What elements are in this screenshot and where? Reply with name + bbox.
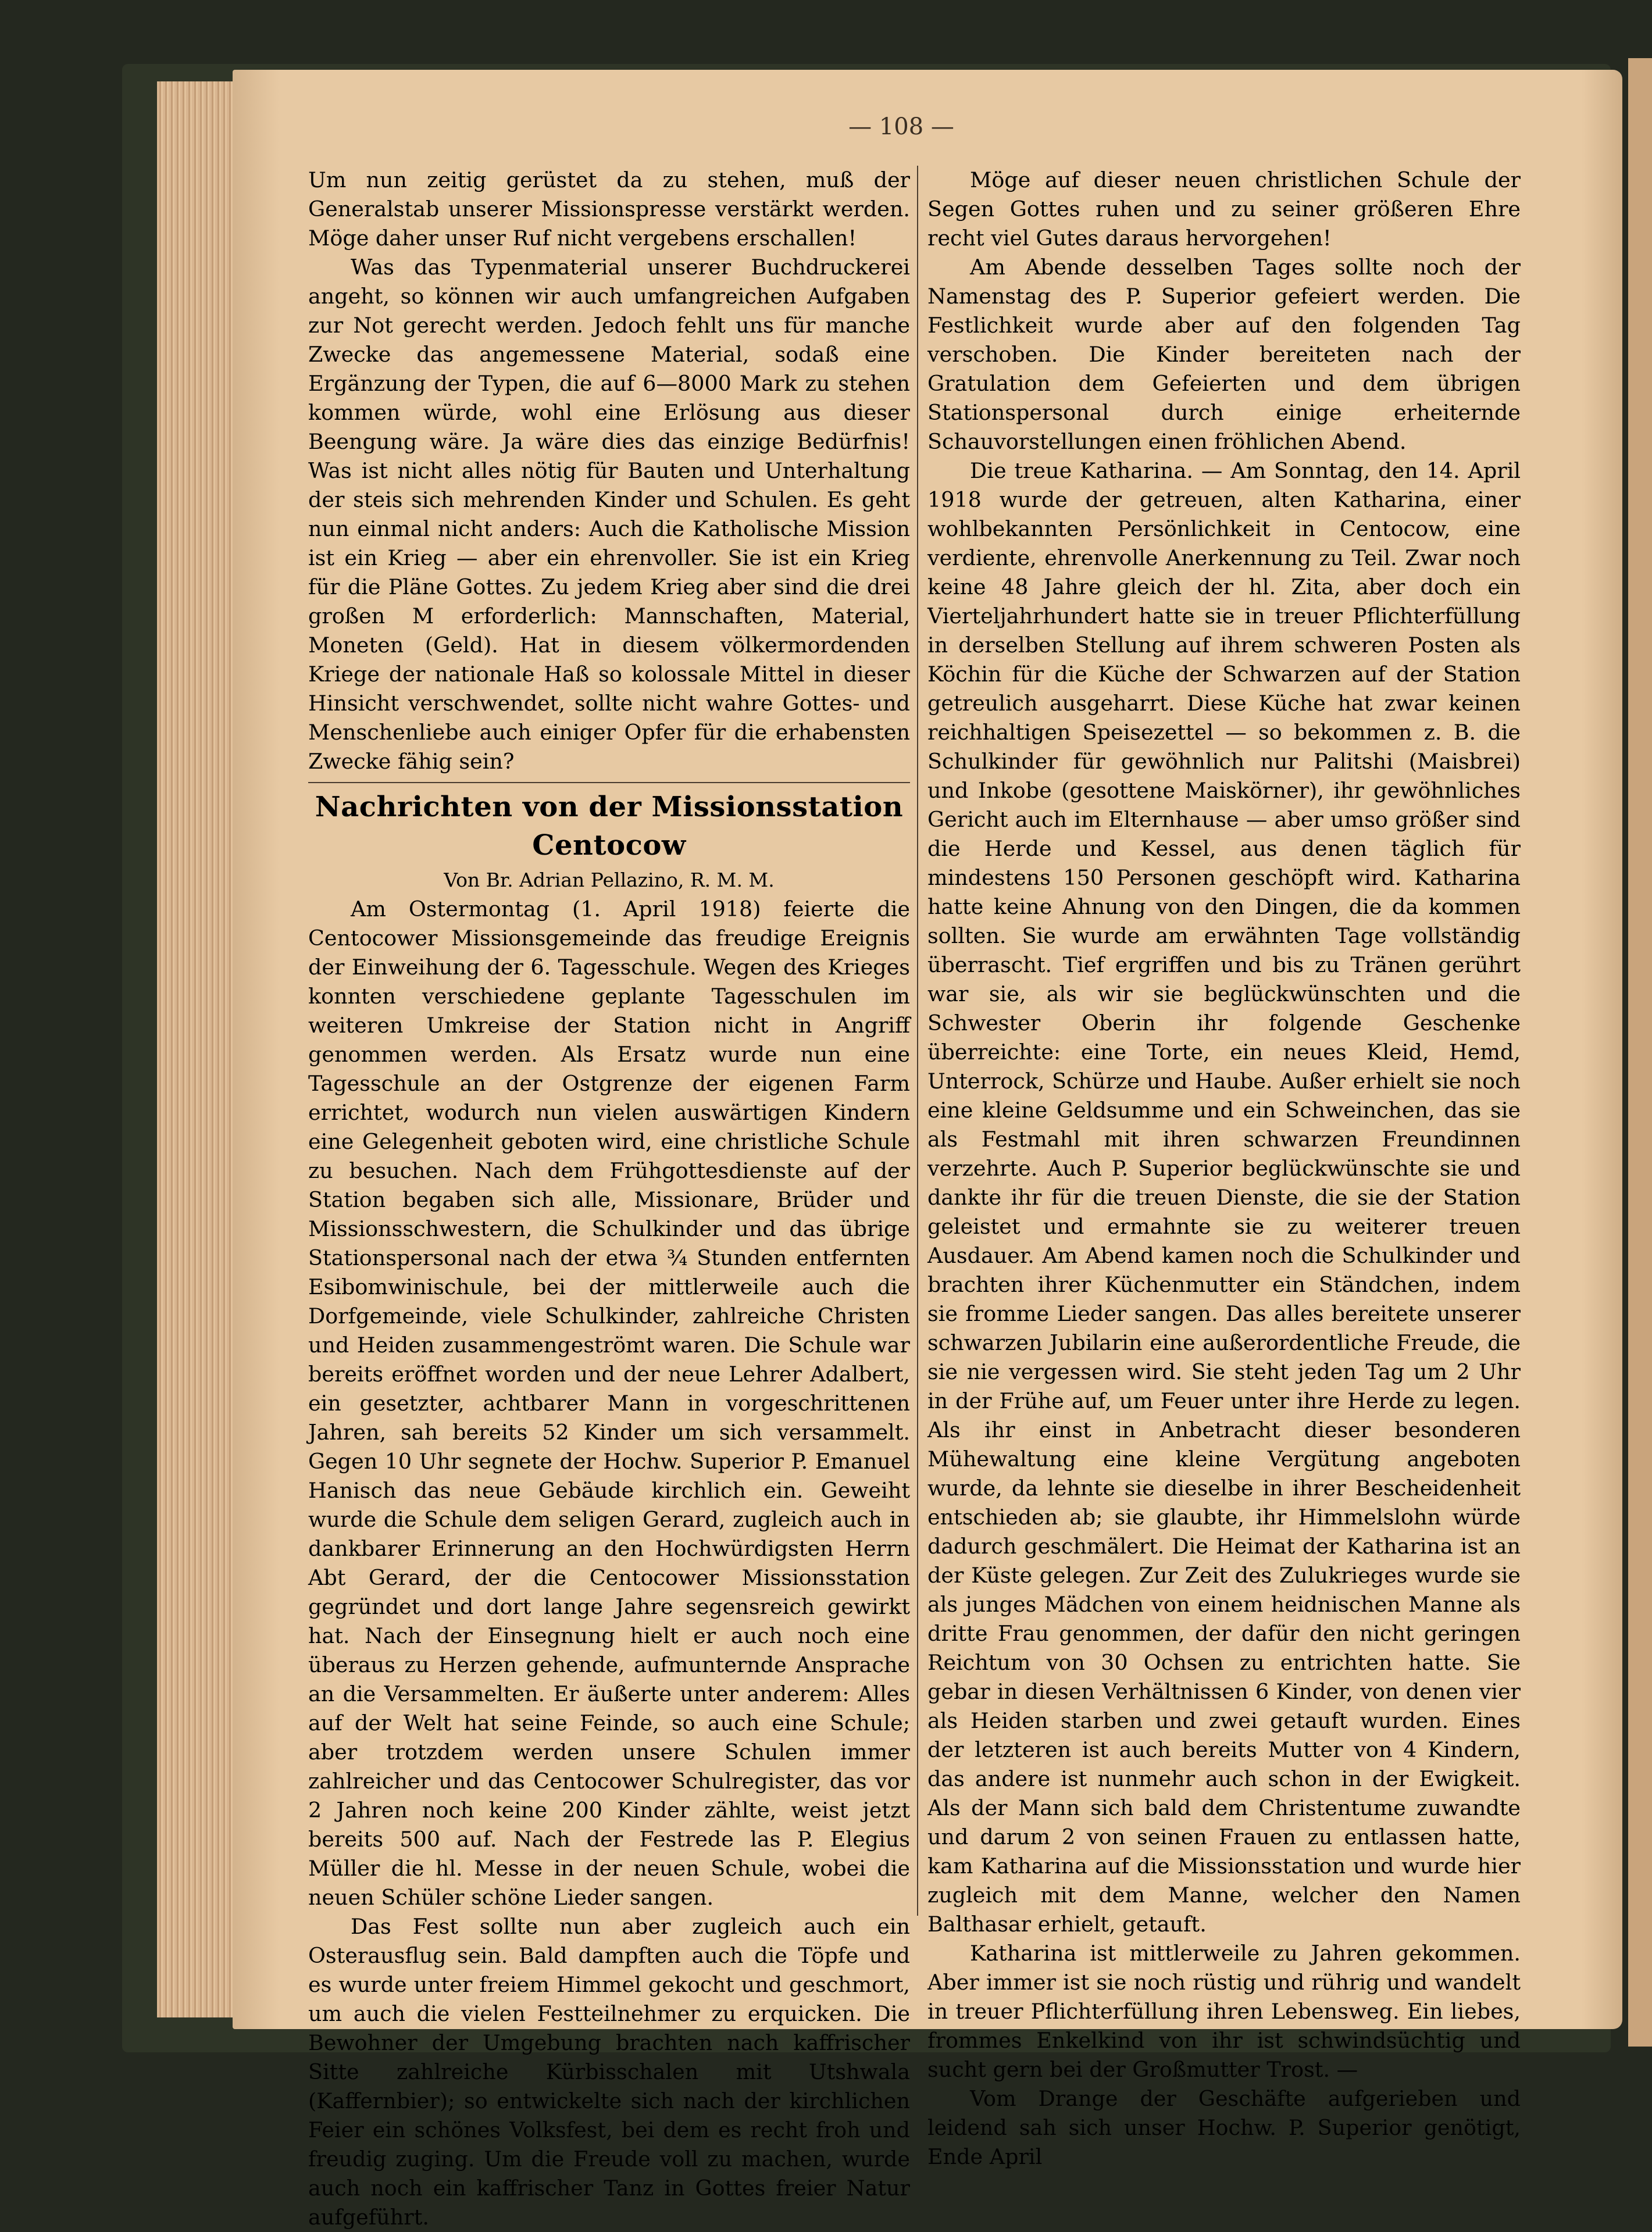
next-page-edge bbox=[1628, 58, 1652, 2047]
right-column bbox=[927, 166, 1521, 2172]
column-divider bbox=[917, 166, 918, 1916]
paragraph: Am Abende desselben Tages sollte noch der Namenstag des P. Superior gefeiert werden. Die Festlichkeit wurde aber auf den folgenden Tag verschoben. Die Kinder bereiteten nach der Gratulation dem Gefeierten und dem übrigen Stationspersonal durch einige erheiternde Schauvorstellungen einen fröhlichen Abend. bbox=[927, 255, 1521, 454]
left-column bbox=[308, 166, 910, 2232]
paragraph: Die treue Katharina. — Am Sonntag, den 14. April 1918 wurde der getreuen, alten Katharina, einer wohlbekannten Persönlichkeit in Centocow, eine verdiente, ehrenvolle Anerkennung zu Teil. Zwar noch keine 48 Jahre gleich der hl. Zita, aber doch ein Vierteljahrhundert hatte sie in treuer Pflichterfüllung in derselben Stellung auf ihrem schweren Posten als Köchin für die Küche der Schwarzen auf der Station getreulich ausgeharrt. Diese Küche hat zwar keinen reichhaltigen Speisezettel — so bekommen z. B. die Schulkinder für gewöhnlich nur Palitshi (Maisbrei) und Inkobe (gesottene Maiskörner), ihr gewöhnliches Gericht auch im Elternhause — aber umso größer sind die Herde und Kessel, aus denen täglich für mindestens 150 Personen geschöpft wird. Katharina hatte keine Ahnung von den Dingen, die da kommen sollten. Sie wurde am erwähnten Tage vollständig überrascht. Tief ergriffen und bis zu Tränen gerührt war sie, als wir sie beglückwünschten und die Schwester Oberin ihr folgende Geschenke überreichte: eine Torte, ein neues Kleid, Hemd, Unterrock, Schürze und Haube. Außer erhielt sie noch eine kleine Geldsumme und ein Schweinchen, das sie als Festmahl mit ihren schwarzen Freundinnen verzehrte. Auch P. Superior beglückwünschte sie und dankte ihr für die treuen Dienste, die sie der Station geleistet und ermahnte sie zu weiterer treuen Ausdauer. Am Abend kamen noch die Schulkinder und brachten ihrer Küchenmutter ein Ständchen, indem sie fromme Lieder sangen. Das alles bereitete unserer schwarzen Jubilarin eine außerordentliche Freude, die sie nie vergessen wird. Sie steht jeden Tag um 2 Uhr in der Frühe auf, um Feuer unter ihre Herde zu legen. Als ihr einst in Anbetracht dieser besonderen Mühewaltung eine kleine Vergütung angeboten wurde, da lehnte sie dieselbe in ihrer Bescheidenheit entschieden ab; sie glaubte, ihr Himmelslohn würde dadurch geschmälert. Die Heimat der Katharina ist an der Küste gelegen. Zur Zeit des Zulukrieges wurde sie als junges Mädchen von einem heidnischen Manne als dritte Frau genommen, der dafür den nicht geringen Reichtum von 30 Ochsen zu entrichten hatte. Sie gebar in diesen Verhältnissen 6 Kinder, von denen vier als Heiden starben und zwei getauft wurden. Eines der letzteren ist auch bereits Mutter von 4 Kindern, das andere ist nunmehr auch schon in der Ewigkeit. Als der Mann sich bald dem Christentume zuwandte und darum 2 von seinen Frauen zu entlassen hatte, kam Katharina auf die Missionsstation und wurde hier zugleich mit dem Manne, welcher den Namen Balthasar erhielt, getauft. bbox=[927, 458, 1521, 1937]
page-number: — 108 — bbox=[848, 113, 954, 140]
section-divider bbox=[308, 782, 910, 783]
paragraph: Vom Drange der Geschäfte aufgerieben und leidend sah sich unser Hochw. P. Superior genötigt, Ende April bbox=[927, 2086, 1521, 2169]
paragraph: Möge auf dieser neuen christlichen Schule der Segen Gottes ruhen und zu seiner größeren Ehre recht viel Gutes daraus hervorgehen! bbox=[927, 167, 1521, 251]
paragraph: Am Ostermontag (1. April 1918) feierte die Centocower Missionsgemeinde das freudige Ereignis der Einweihung der 6. Tagesschule. Wegen des Krieges konnten verschiedene geplante Tagesschulen im weiteren Umkreise der Station nicht in Angriff genommen werden. Als Ersatz wurde nun eine Tagesschule an der Ostgrenze der eigenen Farm errichtet, wodurch nun vielen auswärtigen Kindern eine Gelegenheit geboten wird, eine christliche Schule zu besuchen. Nach dem Frühgottesdienste auf der Station begaben sich alle, Missionare, Brüder und Missionsschwestern, die Schulkinder und das übrige Stationspersonal nach der etwa ¾ Stunden entfernten Esibomwinischule, bei der mittlerweile auch die Dorfgemeinde, viele Schulkinder, zahlreiche Christen und Heiden zusammengeströmt waren. Die Schule war bereits eröffnet worden und der neue Lehrer Adalbert, ein gesetzter, achtbarer Mann in vorgeschrittenen Jahren, sah bereits 52 Kinder um sich versammelt. Gegen 10 Uhr segnete der Hochw. Superior P. Emanuel Hanisch das neue Gebäude kirchlich ein. Geweiht wurde die Schule dem seligen Gerard, zugleich auch in dankbarer Erinnerung an den Hochwürdigsten Herrn Abt Gerard, der die Centocower Missionsstation gegründet und dort lange Jahre segensreich gewirkt hat. Nach der Einsegnung hielt er auch noch eine überaus zu Herzen gehende, aufmunternde Ansprache an die Versammelten. Er äußerte unter anderem: Alles auf der Welt hat seine Feinde, so auch eine Schule; aber trotzdem werden unsere Schulen immer zahlreicher und das Centocower Schulregister, das vor 2 Jahren noch keine 200 Kinder zählte, weist jetzt bereits 500 auf. Nach der Festrede las P. Elegius Müller die hl. Messe in der neuen Schule, wobei die neuen Schüler schöne Lieder sangen. bbox=[308, 897, 910, 1910]
article-heading: Nachrichten von der Missionsstation Centocow bbox=[315, 791, 904, 862]
paragraph: Um nun zeitig gerüstet da zu stehen, muß der Generalstab unserer Missionspresse verstärkt werden. Möge daher unser Ruf nicht vergebens erschallen! bbox=[308, 167, 910, 251]
paragraph: Das Fest sollte nun aber zugleich auch ein Osterausflug sein. Bald dampften auch die Töpfe und es wurde unter freiem Himmel gekocht und geschmort, um auch die vielen Festteilnehmer zu erquicken. Die Bewohner der Umgebung brachten nach kaffrischer Sitte zahlreiche Kürbisschalen mit Utshwala (Kaffernbier); so entwickelte sich nach der kirchlichen Feier ein schönes Volksfest, bei dem es recht froh und freudig zuging. Um die Freude voll zu machen, wurde auch noch ein kaffrischer Tanz in Gottes freier Natur aufgeführt. bbox=[308, 1914, 910, 2230]
paragraph: Was das Typenmaterial unserer Buchdruckerei angeht, so können wir auch umfangreichen Aufgaben zur Not gerecht werden. Jedoch fehlt uns für manche Zwecke das angemessene Material, sodaß eine Ergänzung der Typen, die auf 6—8000 Mark zu stehen kommen würde, wohl eine Erlösung aus dieser Beengung wäre. Ja wäre dies das einzige Bedürfnis! Was ist nicht alles nötig für Bauten und Unterhaltung der steis sich mehrenden Kinder und Schulen. Es geht nun einmal nicht anders: Auch die Katholische Mission ist ein Krieg — aber ein ehrenvoller. Sie ist ein Krieg für die Pläne Gottes. Zu jedem Krieg aber sind die drei großen M erforderlich: Mannschaften, Material, Moneten (Geld). Hat in diesem völkermordenden Kriege der nationale Haß so kolossale Mittel in dieser Hinsicht verschwendet, sollte nicht wahre Gottes- und Menschenliebe auch einiger Opfer für die erhabensten Zwecke fähig sein? bbox=[308, 255, 910, 774]
article-byline: Von Br. Adrian Pellazino, R. M. M. bbox=[444, 869, 775, 891]
page-edges bbox=[157, 81, 244, 2017]
paragraph: Katharina ist mittlerweile zu Jahren gekommen. Aber immer ist sie noch rüstig und rührig und wandelt in treuer Pflichterfüllung ihren Lebensweg. Ein liebes, frommes Enkelkind von ihr ist schwindsüchtig und sucht gern bei der Großmutter Trost. — bbox=[927, 1941, 1521, 2082]
